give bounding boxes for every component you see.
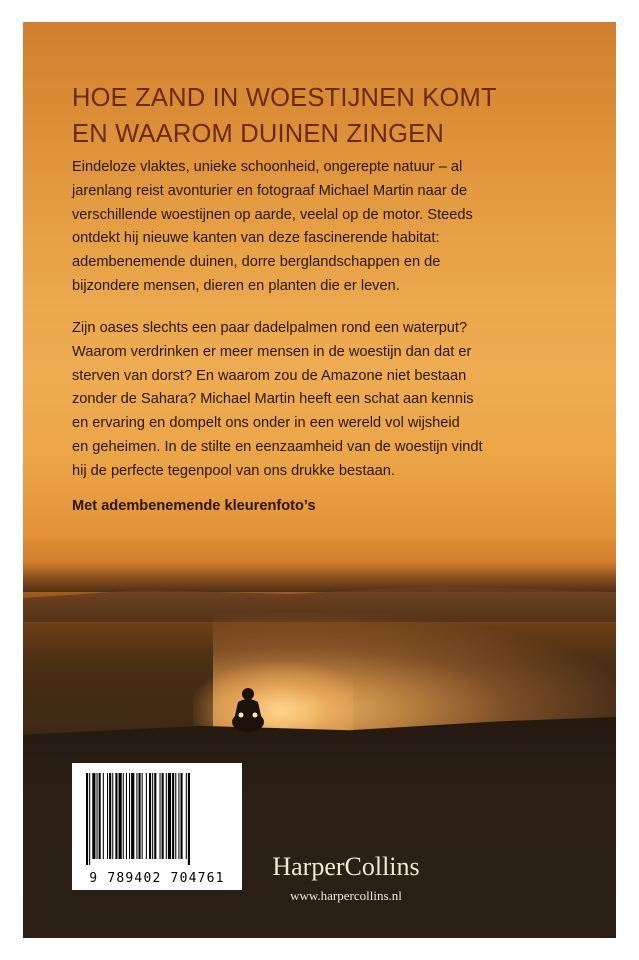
horizon-haze bbox=[23, 562, 616, 592]
blurb-line: en geheimen. In de stilte en eenzaamheid van de woestijn vindt bbox=[72, 438, 483, 455]
blurb-line: adembenemende duinen, dorre berglandschappen en de bbox=[72, 254, 441, 271]
blurb-line: hij de perfecte tegenpool van ons drukke bestaan. bbox=[72, 462, 395, 479]
blurb-line: verschillende woestijnen op aarde, veelal op de motor. Steeds bbox=[72, 206, 473, 223]
blurb-line: zonder de Sahara? Michael Martin heeft een schat aan kennis bbox=[72, 391, 474, 408]
blurb-line: ontdekt hij nieuwe kanten van deze fascinerende habitat: bbox=[72, 230, 440, 247]
blurb-line: jarenlang reist avonturier en fotograaf Michael Martin naar de bbox=[72, 182, 468, 199]
motorcycle-rider-silhouette bbox=[218, 680, 278, 740]
blurb-line: Eindeloze vlaktes, unieke schoonheid, ongerepte natuur – al bbox=[72, 159, 463, 175]
photo-tagline: Met adembenemende kleurenfoto’s bbox=[72, 498, 316, 514]
heading-line-2: EN WAAROM DUINEN ZINGEN bbox=[72, 120, 444, 148]
book-tagline-heading bbox=[72, 80, 572, 152]
blurb-paragraph-1 bbox=[72, 156, 592, 299]
publisher-website: www.harpercollins.nl bbox=[290, 888, 402, 903]
blurb-line: en ervaring en dompelt ons onder in een wereld vol wijsheid bbox=[72, 415, 460, 432]
blurb-line: Zijn oases slechts een paar dadelpalmen rond een waterput? bbox=[72, 320, 468, 336]
publisher-logo: HarperCollins bbox=[272, 852, 420, 881]
blurb-line: Waarom verdrinken er meer mensen in de woestijn dan dat er bbox=[72, 343, 472, 360]
blurb-line: bijzondere mensen, dieren en planten die er leven. bbox=[72, 277, 400, 294]
isbn-number: 9 789402 704761 bbox=[89, 871, 225, 886]
barcode-bars bbox=[82, 773, 232, 865]
blurb-paragraph-2 bbox=[72, 317, 592, 484]
isbn-barcode bbox=[72, 763, 242, 890]
heading-line-1: HOE ZAND IN WOESTIJNEN KOMT bbox=[72, 84, 497, 112]
blurb-line: sterven van dorst? En waarom zou de Amazone niet bestaan bbox=[72, 367, 467, 384]
